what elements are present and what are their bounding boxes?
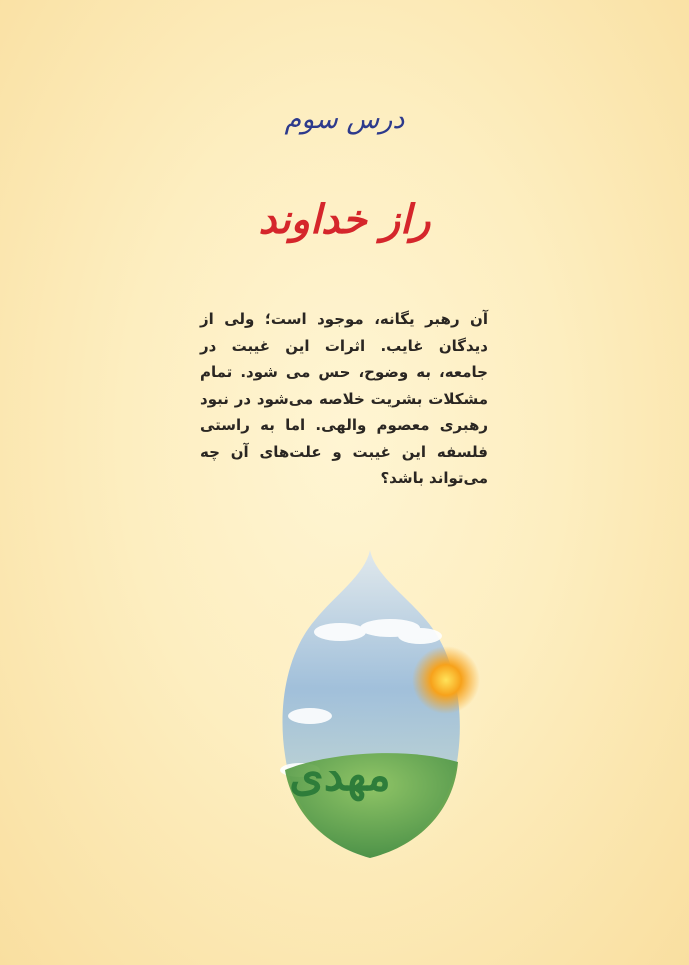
intro-paragraph: آن رهبر یگانه، موجود است؛ ولی از دیدگان غایب. اثرات این غیبت در جامعه، به وضوح، حس می شود. تمام مشکلات بشریت خلاصه می‌شود در نبود رهبری معصوم والهی. اما به راستی فلسفه این غیبت و علت‌های آن چه می‌تواند باشد؟ [200, 310, 488, 487]
lesson-title: راز خداوند [258, 196, 431, 243]
mahdi-calligraphy: مهدی [289, 750, 391, 801]
dome-illustration-svg [240, 540, 500, 880]
dome-illustration [240, 540, 500, 880]
sun [412, 646, 480, 714]
lesson-number-label: درس سوم [284, 104, 405, 135]
